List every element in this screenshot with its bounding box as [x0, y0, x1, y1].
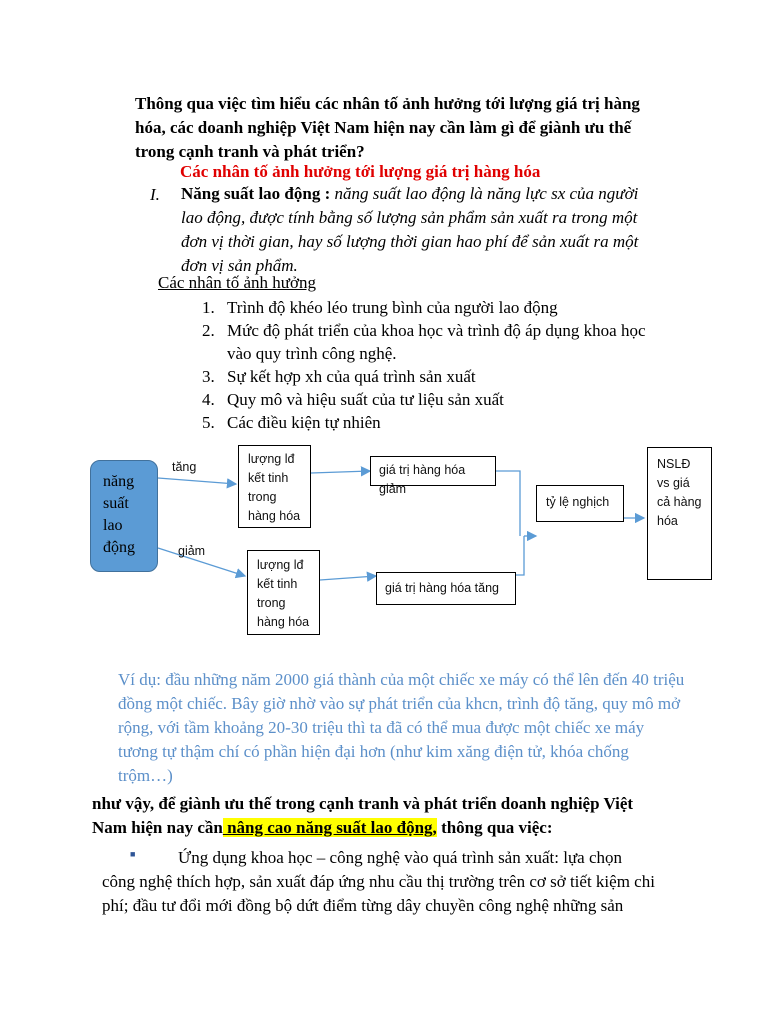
bracket-top [496, 471, 520, 536]
list-item [202, 319, 646, 342]
inverse-relation-box: tỷ lệ nghịch [536, 485, 624, 522]
factors-heading: Các nhân tố ảnh hưởng [158, 273, 316, 292]
node-text: năng [103, 473, 135, 490]
question-line: hóa, các doanh nghiệp Việt Nam hiện nay cần làm gì để giành ưu thế [135, 118, 632, 137]
labor-content-box-top [238, 445, 311, 528]
list-item [202, 365, 646, 388]
action-line: Ứng dụng khoa học – công nghệ vào quá trình sản xuất: lựa chọn [178, 848, 623, 867]
example-line: trộm…) [118, 766, 173, 785]
box-text: hóa [657, 514, 678, 528]
example-line: tương tự thậm chí có phần hiện đại hơn (như kim xăng điện tử, khóa chống [118, 742, 629, 761]
definition-term: Năng suất lao động : [181, 184, 331, 203]
result-box [647, 447, 712, 580]
label-decrease: giảm [178, 544, 206, 558]
definition-text: đơn vị thời gian, hay số lượng thời gian hao phí để sản xuất ra một [181, 232, 639, 251]
list-text: Trình độ khéo léo trung bình của người lao động [227, 298, 558, 317]
list-item-continuation: vào quy trình công nghệ. [227, 344, 397, 363]
box-text: kết tinh [248, 471, 289, 485]
list-marker: I. [150, 185, 160, 204]
list-number: 3. [202, 367, 215, 386]
example-line: đồng một chiếc. Bây giờ nhờ vào sự phát triển của khcn, trình độ tăng, quy mô mở [118, 694, 681, 713]
definition-text: đơn vị sản phẩm. [181, 256, 298, 275]
action-line: công nghệ thích hợp, sản xuất đáp ứng nhu cầu thị trường trên cơ sở tiết kiệm chi [102, 872, 655, 891]
definition-text: năng suất lao động là năng lực sx của người [330, 184, 639, 203]
factors-list [202, 296, 646, 434]
definition-text: lao động, được tính bằng số lượng sản phẩm sản xuất ra trong một [181, 208, 638, 227]
box-text: NSLĐ [657, 457, 691, 471]
list-text: Mức độ phát triển của khoa học và trình độ áp dụng khoa học [227, 321, 646, 340]
conclusion-line: như vậy, để giành ưu thế trong cạnh tranh và phát triển doanh nghiệp Việt [92, 794, 634, 813]
node-text: động [103, 539, 135, 556]
list-item [202, 296, 646, 319]
list-number: 2. [202, 321, 215, 340]
list-text: Sự kết hợp xh của quá trình sản xuất [227, 367, 476, 386]
box-text: cả hàng [657, 495, 702, 509]
example-line: Ví dụ: đầu những năm 2000 giá thành của một chiếc xe máy có thể lên đến 40 triệu [118, 670, 685, 689]
labor-productivity-node [90, 460, 158, 572]
arrow-increase [158, 478, 236, 484]
node-text: suất [103, 495, 129, 512]
example-line: rộng, với tầm khoảng 20-30 triệu thì ta đã có thể mua được một chiếc xe máy [118, 718, 645, 737]
node-text: lao [103, 517, 123, 534]
value-increase-box: giá trị hàng hóa tăng [376, 572, 516, 605]
question-line: Thông qua việc tìm hiểu các nhân tố ảnh hưởng tới lượng giá trị hàng [135, 94, 640, 113]
section-title: Các nhân tố ảnh hưởng tới lượng giá trị hàng hóa [180, 162, 541, 181]
box-text: hàng hóa [248, 509, 301, 523]
list-text: Quy mô và hiệu suất của tư liệu sản xuất [227, 390, 504, 409]
question-line: trong cạnh tranh và phát triển? [135, 142, 365, 161]
list-number: 5. [202, 413, 215, 432]
highlighted-text: nâng cao năng suất lao động, [222, 818, 437, 837]
list-item [202, 411, 646, 434]
list-number: 4. [202, 390, 215, 409]
box-text: trong [257, 596, 286, 610]
labor-content-box-bottom [247, 550, 320, 635]
list-number: 1. [202, 298, 215, 317]
example-paragraph [118, 668, 684, 788]
value-decrease-box: giá trị hàng hóa giảm [370, 456, 496, 486]
bracket-bottom [516, 536, 524, 575]
conclusion-text: thông qua việc: [436, 818, 553, 837]
action-line: phí; đầu tư đổi mới đồng bộ dứt điểm từng dây chuyền công nghệ những sản [102, 896, 624, 915]
arrow-top-value [311, 471, 370, 473]
square-bullet-icon: ■ [130, 849, 136, 859]
question-heading [135, 92, 695, 164]
action-paragraph [102, 846, 655, 918]
flow-diagram [0, 440, 768, 640]
box-text: lượng lđ [248, 452, 295, 466]
conclusion-text: Nam hiện nay cần [92, 818, 223, 837]
list-item [202, 388, 646, 411]
box-text: hàng hóa [257, 615, 310, 629]
box-text: vs giá [657, 476, 690, 490]
arrow-bottom-value [320, 576, 376, 580]
list-text: Các điều kiện tự nhiên [227, 413, 381, 432]
box-text: trong [248, 490, 277, 504]
conclusion-paragraph [92, 792, 633, 840]
box-text: kết tinh [257, 577, 298, 591]
label-increase: tăng [172, 460, 197, 474]
box-text: lượng lđ [257, 558, 304, 572]
definition-item [181, 182, 638, 278]
